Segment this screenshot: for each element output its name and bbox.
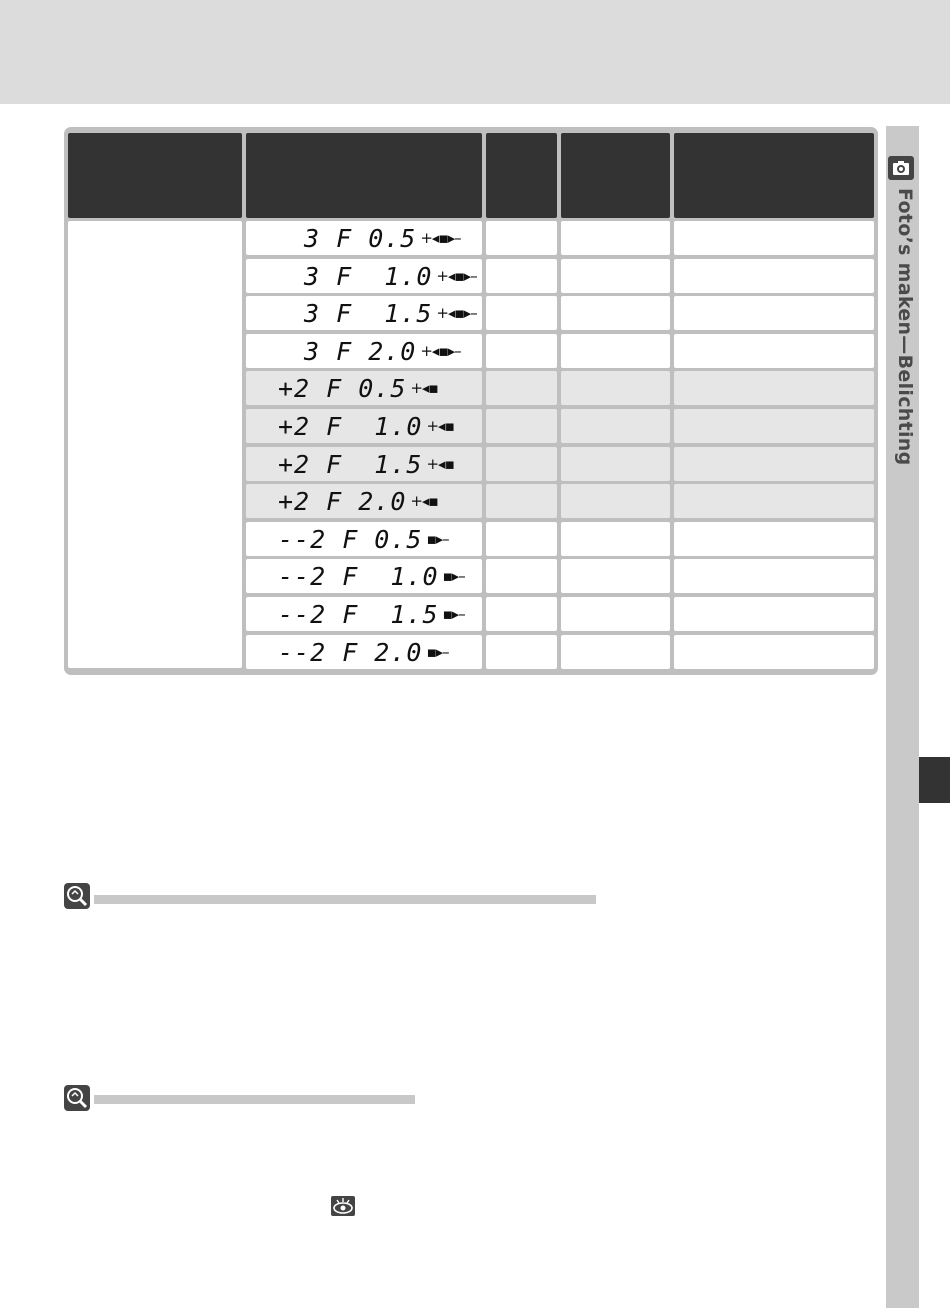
- table-cell: [674, 559, 874, 593]
- table-cell: [561, 296, 670, 330]
- display-value: +2 F 0.5: [278, 373, 407, 403]
- table-cell: [674, 409, 874, 443]
- exposure-indicator-icon: +◂▪: [410, 379, 438, 397]
- display-value: 3 F 1.5: [304, 298, 433, 328]
- exposure-indicator-icon: +◂▪▸–: [436, 304, 477, 322]
- viewfinder-display-cell: [246, 597, 482, 631]
- table-cell: [486, 334, 557, 368]
- display-value: --2 F 2.0: [278, 637, 423, 667]
- table-header-cell: [561, 133, 670, 218]
- table-cell: [674, 334, 874, 368]
- viewfinder-display-cell: [246, 409, 482, 443]
- table-cell: [674, 447, 874, 481]
- note-heading-bar: [94, 1095, 415, 1104]
- viewfinder-display-cell: [246, 447, 482, 481]
- table-cell: [561, 484, 670, 518]
- exposure-indicator-icon: ▪▸–: [426, 643, 449, 661]
- page-header-band: [0, 0, 950, 104]
- table-cell: [561, 259, 670, 293]
- eye-viewfinder-icon: [331, 1196, 355, 1216]
- viewfinder-display-cell: [246, 522, 482, 556]
- table-cell: [674, 296, 874, 330]
- exposure-indicator-icon: +◂▪▸–: [420, 229, 461, 247]
- exposure-indicator-icon: +◂▪: [410, 492, 438, 510]
- table-cell: [486, 522, 557, 556]
- viewfinder-display-cell: [246, 635, 482, 669]
- table-header-cell: [246, 133, 482, 218]
- table-cell: [561, 559, 670, 593]
- table-cell: [486, 484, 557, 518]
- table-cell: [561, 334, 670, 368]
- table-cell: [486, 597, 557, 631]
- table-cell: [486, 296, 557, 330]
- table-cell: [674, 221, 874, 255]
- display-value: --2 F 1.0: [278, 561, 439, 591]
- table-cell: [674, 635, 874, 669]
- note-heading-bar: [94, 895, 596, 904]
- display-value: 3 F 1.0: [304, 261, 433, 291]
- table-cell: [561, 522, 670, 556]
- table-header-cell: [68, 133, 242, 218]
- table-cell: [561, 447, 670, 481]
- tip-lightbulb-icon: [64, 883, 90, 909]
- table-row-group-label: [68, 221, 242, 668]
- table-cell: [561, 409, 670, 443]
- display-value: 3 F 2.0: [304, 336, 417, 366]
- table-cell: [674, 484, 874, 518]
- table-cell: [561, 635, 670, 669]
- display-value: --2 F 1.5: [278, 599, 439, 629]
- table-cell: [674, 259, 874, 293]
- exposure-indicator-icon: ▪▸–: [442, 567, 465, 585]
- table-header-cell: [486, 133, 557, 218]
- display-value: 3 F 0.5: [304, 223, 417, 253]
- viewfinder-display-cell: [246, 296, 482, 330]
- viewfinder-display-cell: [246, 484, 482, 518]
- table-cell: [561, 597, 670, 631]
- exposure-indicator-icon: ▪▸–: [426, 530, 449, 548]
- viewfinder-display-cell: [246, 559, 482, 593]
- table-cell: [486, 221, 557, 255]
- table-cell: [486, 635, 557, 669]
- viewfinder-display-cell: [246, 334, 482, 368]
- display-value: +2 F 1.5: [278, 449, 423, 479]
- table-cell: [486, 447, 557, 481]
- display-value: +2 F 2.0: [278, 486, 407, 516]
- exposure-indicator-icon: +◂▪: [426, 417, 454, 435]
- exposure-indicator-icon: +◂▪▸–: [436, 267, 477, 285]
- table-cell: [486, 409, 557, 443]
- table-cell: [674, 371, 874, 405]
- exposure-indicator-icon: +◂▪: [426, 455, 454, 473]
- chapter-tab-marker: [919, 757, 950, 803]
- table-cell: [486, 371, 557, 405]
- viewfinder-display-cell: [246, 371, 482, 405]
- table-cell: [674, 597, 874, 631]
- sidebar-chapter-title: Foto’s maken—Belichting: [894, 188, 916, 466]
- tip-lightbulb-icon: [64, 1085, 90, 1111]
- table-cell: [561, 371, 670, 405]
- table-cell: [486, 259, 557, 293]
- display-value: --2 F 0.5: [278, 524, 423, 554]
- table-cell: [674, 522, 874, 556]
- viewfinder-display-cell: [246, 221, 482, 255]
- table-header-cell: [674, 133, 874, 218]
- exposure-indicator-icon: ▪▸–: [442, 605, 465, 623]
- exposure-indicator-icon: +◂▪▸–: [420, 342, 461, 360]
- display-value: +2 F 1.0: [278, 411, 423, 441]
- table-cell: [561, 221, 670, 255]
- camera-mode-icon: [888, 156, 914, 180]
- viewfinder-display-cell: [246, 259, 482, 293]
- table-cell: [486, 559, 557, 593]
